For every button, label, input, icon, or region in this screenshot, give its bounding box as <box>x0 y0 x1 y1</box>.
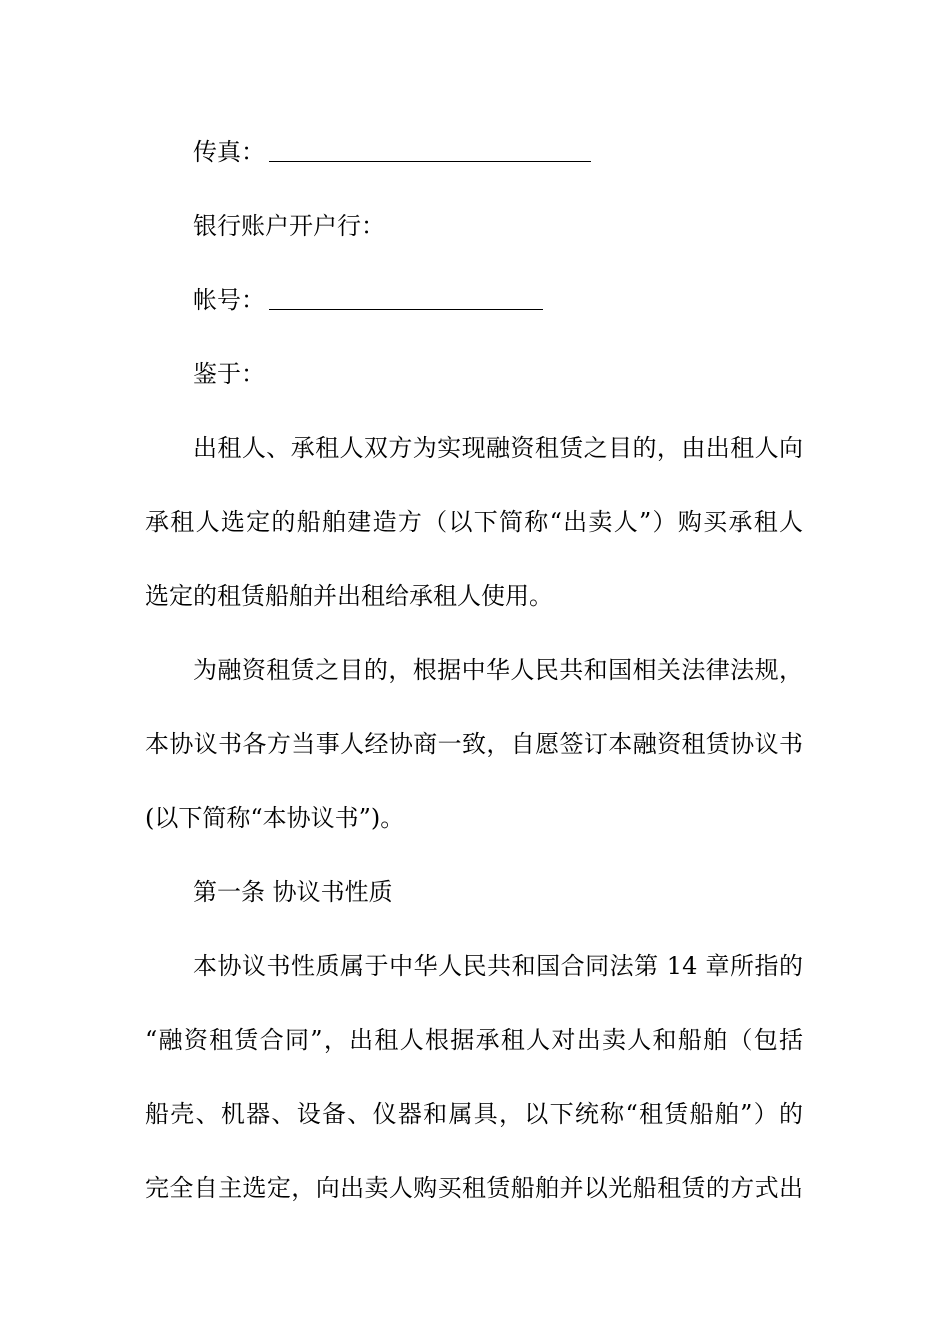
para1-line1: 出租人、承租人双方为实现融资租赁之目的，由出租人向 <box>193 434 803 462</box>
para2-line3: (以下简称“本协议书”)。 <box>145 804 405 832</box>
para1-line2: 承租人选定的船舶建造方（以下简称“出卖人”）购买承租人 <box>145 508 803 536</box>
bank-row <box>193 210 385 242</box>
article1-heading: 第一条 协议书性质 <box>193 878 393 906</box>
fax-blank-field[interactable] <box>269 141 591 162</box>
para3-line3: 船壳、机器、设备、仪器和属具，以下统称“租赁船舶”）的 <box>145 1100 803 1128</box>
whereas-label: 鉴于： <box>193 360 265 388</box>
para2-line2: 本协议书各方当事人经协商一致，自愿签订本融资租赁协议书 <box>145 730 803 758</box>
account-row <box>193 284 543 316</box>
fax-label: 传真： <box>193 138 265 166</box>
account-label: 帐号： <box>193 286 265 314</box>
para3-line4: 完全自主选定，向出卖人购买租赁船舶并以光船租赁的方式出 <box>145 1174 803 1202</box>
para2-line1: 为融资租赁之目的，根据中华人民共和国相关法律法规， <box>193 656 803 684</box>
para1-line3: 选定的租赁船舶并出租给承租人使用。 <box>145 582 553 610</box>
fax-row <box>193 136 591 168</box>
bank-label: 银行账户开户行： <box>193 212 385 240</box>
para3-line1: 本协议书性质属于中华人民共和国合同法第 14 章所指的 <box>193 952 803 980</box>
account-blank-field[interactable] <box>269 289 543 310</box>
para3-line2: “融资租赁合同”，出租人根据承租人对出卖人和船舶（包括 <box>145 1026 803 1054</box>
